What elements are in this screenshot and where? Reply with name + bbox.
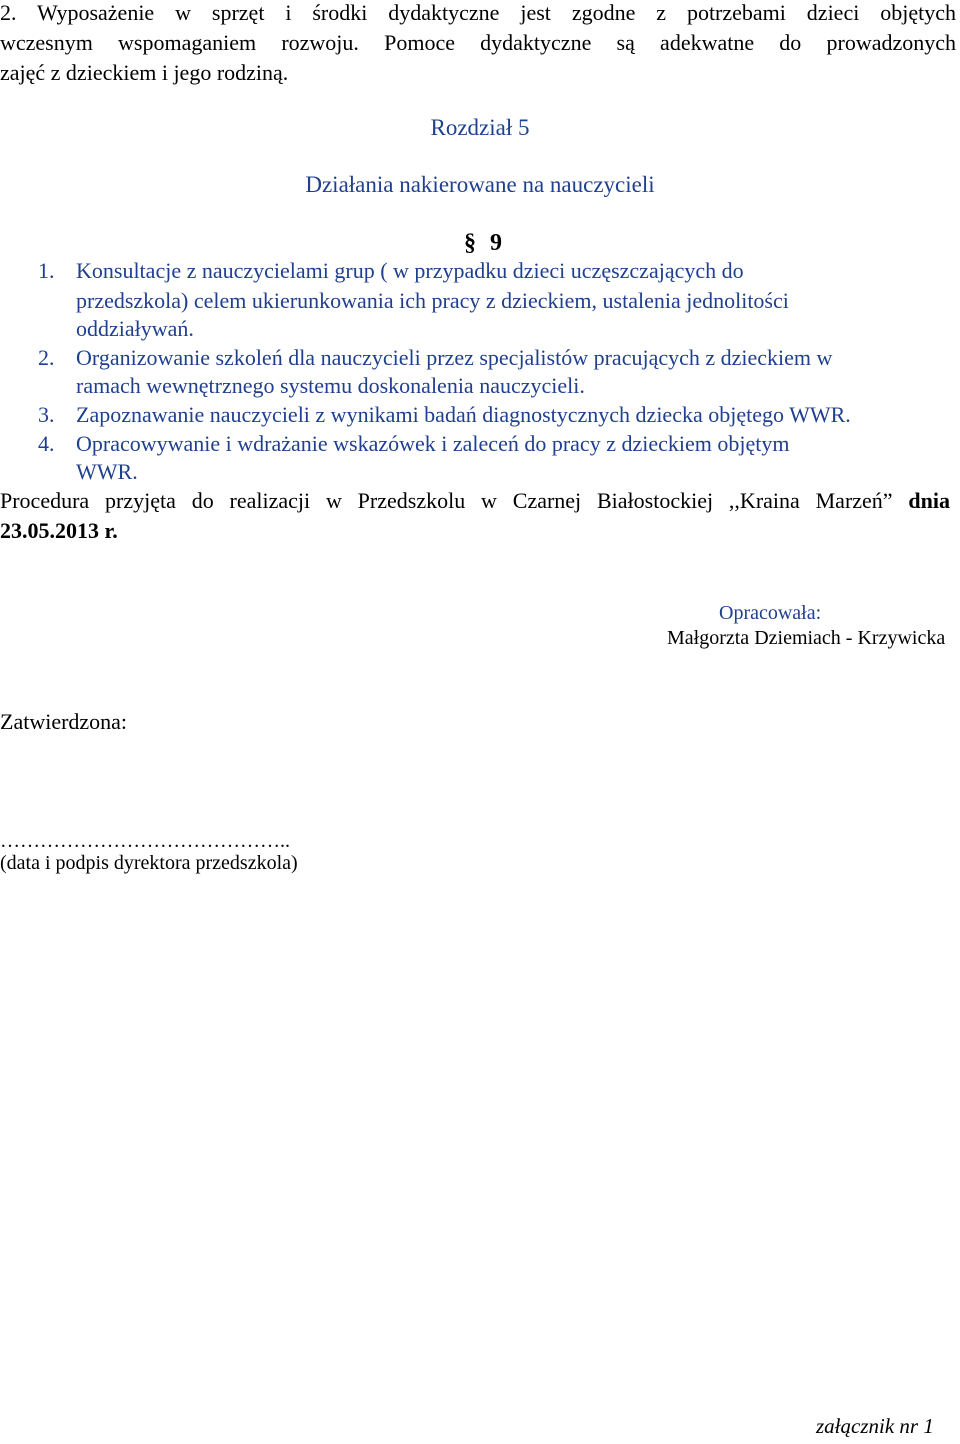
top-item-line-1 [0, 0, 956, 26]
item-3-line-1: Zapoznawanie nauczycieli z wynikami badań diagnostycznych dziecka objętego WWR. [76, 402, 851, 427]
item-4-number: 4. [38, 431, 55, 456]
top-item-number: 2. [0, 0, 17, 25]
chapter-title: Rozdział 5 [430, 115, 530, 140]
procedure-text: Procedura przyjęta do realizacji w Przedszkolu w Czarnej Białostockiej ,,Kraina Marzeń” [0, 488, 893, 513]
top-item-line-3: zajęć z dzieckiem i jego rodziną. [0, 60, 289, 85]
approved-label: Zatwierdzona: [0, 709, 128, 734]
item-2-line-2: ramach wewnętrznego systemu doskonalenia nauczycieli. [76, 373, 585, 398]
paragraph-number: 9 [490, 230, 502, 256]
prepared-by-name: Małgorzta Dziemiach - Krzywicka [667, 627, 946, 649]
top-item-line-2: wczesnym wspomaganiem rozwoju. Pomoce dydaktyczne są adekwatne do prowadzonych [0, 30, 956, 55]
item-4-line-2: WWR. [76, 459, 138, 484]
item-2-line-1: Organizowanie szkoleń dla nauczycieli przez specjalistów pracujących z dzieckiem w [76, 345, 833, 370]
procedure-line [0, 488, 950, 514]
paragraph-marker [464, 228, 502, 258]
item-1-line-1: Konsultacje z nauczycielami grup ( w przypadku dzieci uczęszczających do [76, 258, 744, 283]
item-4-line-1: Opracowywanie i wdrażanie wskazówek i zaleceń do pracy z dzieckiem objętym [76, 431, 790, 456]
signature-dots: …………………………………….. [0, 830, 290, 852]
item-3-number: 3. [38, 402, 55, 427]
top-item-text-1: Wyposażenie w sprzęt i środki dydaktyczne jest zgodne z potrzebami dzieci objętych [37, 0, 956, 25]
procedure-date-label: dnia [908, 488, 951, 513]
procedure-date: 23.05.2013 r. [0, 518, 118, 543]
item-1-line-3: oddziaływań. [76, 316, 194, 341]
chapter-subtitle: Działania nakierowane na nauczycieli [305, 172, 655, 197]
item-1-number: 1. [38, 258, 55, 283]
prepared-by-label: Opracowała: [719, 602, 822, 624]
attachment-label: załącznik nr 1 [816, 1414, 934, 1438]
item-1-line-2: przedszkola) celem ukierunkowania ich pracy z dzieckiem, ustalenia jednolitości [76, 288, 789, 313]
section-sign-icon: § [464, 230, 476, 256]
item-2-number: 2. [38, 345, 55, 370]
signature-caption: (data i podpis dyrektora przedszkola) [0, 852, 298, 874]
